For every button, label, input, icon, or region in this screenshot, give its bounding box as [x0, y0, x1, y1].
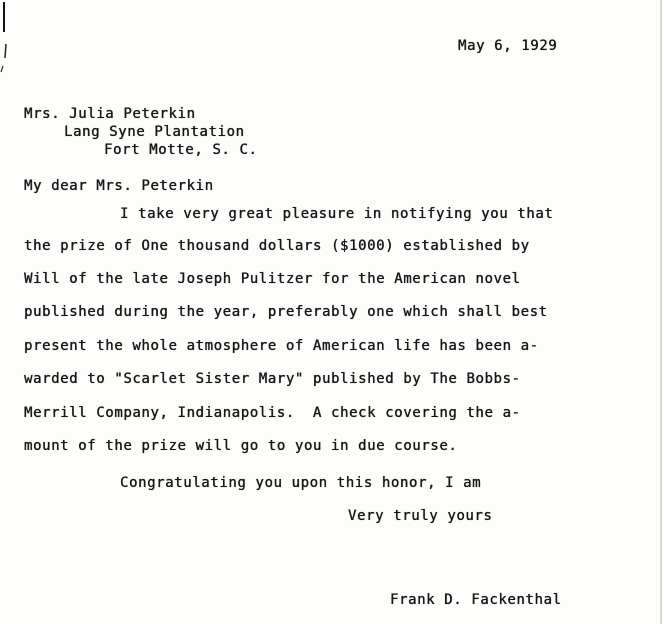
closing-line: Congratulating you upon this honor, I am: [120, 475, 482, 491]
salutation: My dear Mrs. Peterkin: [24, 178, 214, 194]
valediction: Very truly yours: [348, 508, 493, 524]
signature-name: Frank D. Fackenthal: [390, 592, 562, 608]
left-edge-mark: [0, 0, 12, 80]
recipient-name: Mrs. Julia Peterkin: [24, 106, 196, 122]
right-edge-shadow: [654, 0, 664, 624]
recipient-address-line: Lang Syne Plantation: [64, 124, 245, 140]
body-line: mount of the prize will go to you in due course.: [24, 438, 458, 454]
body-line: the prize of One thousand dollars ($1000) established by: [24, 238, 530, 254]
recipient-city-line: Fort Motte, S. C.: [104, 142, 258, 158]
body-line: Merrill Company, Indianapolis. A check covering the a-: [24, 405, 521, 421]
body-line: warded to "Scarlet Sister Mary" published by The Bobbs-: [24, 371, 521, 387]
body-line: Will of the late Joseph Pulitzer for the American novel: [24, 271, 521, 287]
body-line: published during the year, preferably one which shall best: [24, 304, 548, 320]
body-line: I take very great pleasure in notifying you that: [120, 206, 554, 222]
body-line: present the whole atmosphere of American life has been a-: [24, 338, 539, 354]
letter-date: May 6, 1929: [458, 38, 558, 54]
